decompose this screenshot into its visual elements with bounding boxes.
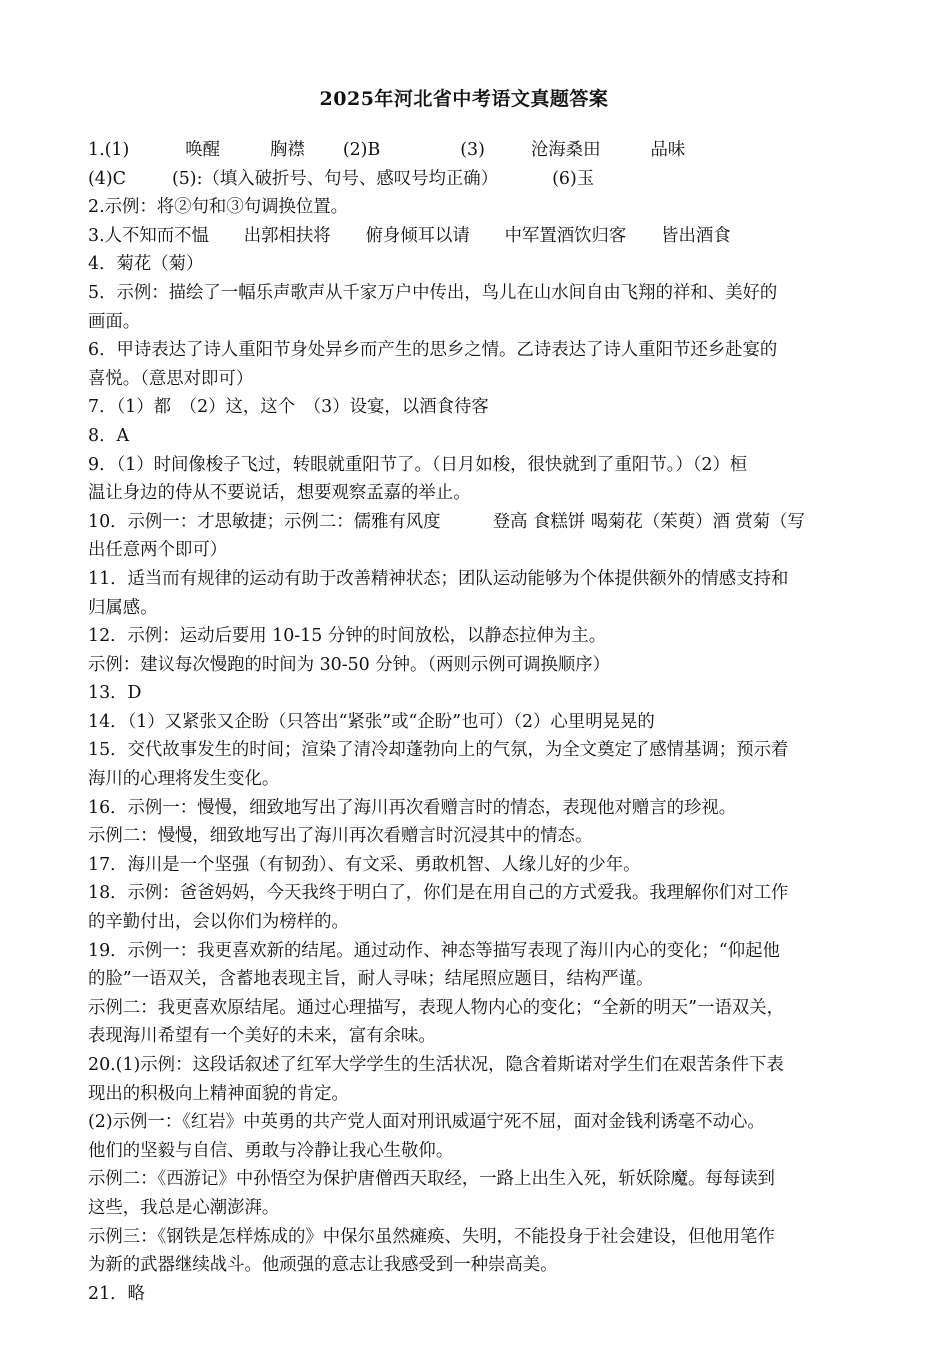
answer-line: 3.人不知而不愠 出郭相扶将 俯身倾耳以请 中军置酒饮归客 皆出酒食 <box>88 225 731 246</box>
answer-1-part-2: (2)B <box>342 140 381 160</box>
answer-1-number: 1.(1) <box>88 140 130 160</box>
answer-line: 15．交代故事发生的时间；渲染了清冷却蓬勃向上的气氛，为全文奠定了感情基调；预示着 <box>88 740 789 761</box>
answer-1-word-a: 唤醒 <box>185 140 221 160</box>
answer-line: 示例三：《钢铁是怎样炼成的》中保尔虽然瘫痪、失明，不能投身于社会建设，但他用笔作 <box>88 1226 775 1247</box>
answer-line: 19．示例一：我更喜欢新的结尾。通过动作、神态等描写表现了海川内心的变化；“仰起他 <box>88 940 780 961</box>
answer-line: 4．菊花（菊） <box>88 254 204 275</box>
answer-line: 他们的坚毅与自信、勇敢与冷静让我心生敬仰。 <box>88 1140 454 1161</box>
answer-line: 9．（1）时间像梭子飞过，转眼就重阳节了。（日月如梭，很快就到了重阳节。）（2）桓 <box>88 454 748 475</box>
answer-1-part-6: (6)玉 <box>552 168 595 189</box>
answer-line-1 <box>88 136 844 165</box>
answer-line: 的脸”一语双关，含蓄地表现主旨，耐人寻味；结尾照应题目，结构严谨。 <box>88 969 654 990</box>
answer-line: 5．示例：描绘了一幅乐声歌声从千家万户中传出，鸟儿在山水间自由飞翔的祥和、美好的 <box>88 282 778 303</box>
answer-line: 画面。 <box>88 311 141 332</box>
answer-line: 示例：建议每次慢跑的时间为 30-50 分钟。（两则示例可调换顺序） <box>88 654 611 675</box>
answer-line: 海川的心理将发生变化。 <box>88 769 280 790</box>
answer-line: 16．示例一：慢慢，细致地写出了海川再次看赠言时的情态，表现他对赠言的珍视。 <box>88 797 737 818</box>
answer-line: 喜悦。（意思对即可） <box>88 368 254 389</box>
answer-line: 为新的武器继续战斗。他顽强的意志让我感受到一种崇高美。 <box>88 1255 558 1276</box>
answer-line: 6．甲诗表达了诗人重阳节身处异乡而产生的思乡之情。乙诗表达了诗人重阳节还乡赴宴的 <box>88 340 778 361</box>
answer-line: 示例二：慢慢，细致地写出了海川再次看赠言时沉浸其中的情态。 <box>88 826 593 847</box>
answer-line: 2.示例：将②句和③句调换位置。 <box>88 197 349 218</box>
answer-line: 10．示例一：才思敏捷；示例二：儒雅有风度 登高 食糕饼 喝菊花（茱萸）酒 赏菊（写 <box>88 511 805 532</box>
answer-line: 示例二：我更喜欢原结尾。通过心理描写，表现人物内心的变化；“全新的明天”一语双关， <box>88 997 785 1018</box>
answer-line: 18．示例：爸爸妈妈，今天我终于明白了，你们是在用自己的方式爱我。我理解你们对工作 <box>88 883 789 904</box>
answer-line: (2)示例一：《红岩》中英勇的共产党人面对刑讯威逼宁死不屈，面对金钱利诱毫不动心。 <box>88 1112 765 1133</box>
answer-line: 温让身边的侍从不要说话，想要观察孟嘉的举止。 <box>88 483 471 504</box>
answer-1-word-b: 胸襟 <box>270 140 305 160</box>
answer-1-word-e: 沧海桑田 <box>530 140 601 160</box>
answer-line: 17．海川是一个坚强（有韧劲）、有文采、勇敢机智、人缘儿好的少年。 <box>88 854 641 875</box>
answer-line: 示例二：《西游记》中孙悟空为保护唐僧西天取经，一路上出生入死，斩妖除魔。每每读到 <box>88 1169 775 1190</box>
answer-line: 出任意两个即可） <box>88 540 228 561</box>
answer-list <box>88 136 844 1308</box>
answer-1-word-f: 品味 <box>650 140 686 160</box>
answer-1-part-3: (3) <box>460 140 485 160</box>
answer-line: 20.(1)示例：这段话叙述了红军大学学生的生活状况，隐含着斯诺对学生们在艰苦条件下表 <box>88 1055 784 1075</box>
answer-line: 现出的积极向上精神面貌的肯定。 <box>88 1083 349 1104</box>
answer-line: 12．示例：运动后要用 10-15 分钟的时间放松，以静态拉伸为主。 <box>88 626 607 647</box>
answer-1-part-5: (5):（填入破折号、句号、感叹号均正确） <box>171 168 499 189</box>
answer-line: 13．D <box>88 683 142 704</box>
answer-line: 14．（1）又紧张又企盼（只答出“紧张”或“企盼”也可）（2）心里明晃晃的 <box>88 711 655 732</box>
answer-line: 归属感。 <box>88 597 158 618</box>
answer-line-2 <box>88 165 844 194</box>
answer-line: 表现海川希望有一个美好的未来，富有余味。 <box>88 1026 436 1047</box>
answer-line: 11．适当而有规律的运动有助于改善精神状态；团队运动能够为个体提供额外的情感支持和 <box>88 568 789 589</box>
answer-line: 这些，我总是心潮澎湃。 <box>88 1197 280 1218</box>
answer-line: 8．A <box>88 425 130 446</box>
answer-line: 7．（1）都 （2）这，这个 （3）设宴，以酒食待客 <box>88 397 489 418</box>
answer-line: 的辛勤付出，会以你们为榜样的。 <box>88 912 349 933</box>
answer-1-part-4: (4)C <box>88 168 126 189</box>
document-title: 2025年河北省中考语文真题答案 <box>319 88 609 110</box>
answer-line: 21．略 <box>88 1283 145 1304</box>
